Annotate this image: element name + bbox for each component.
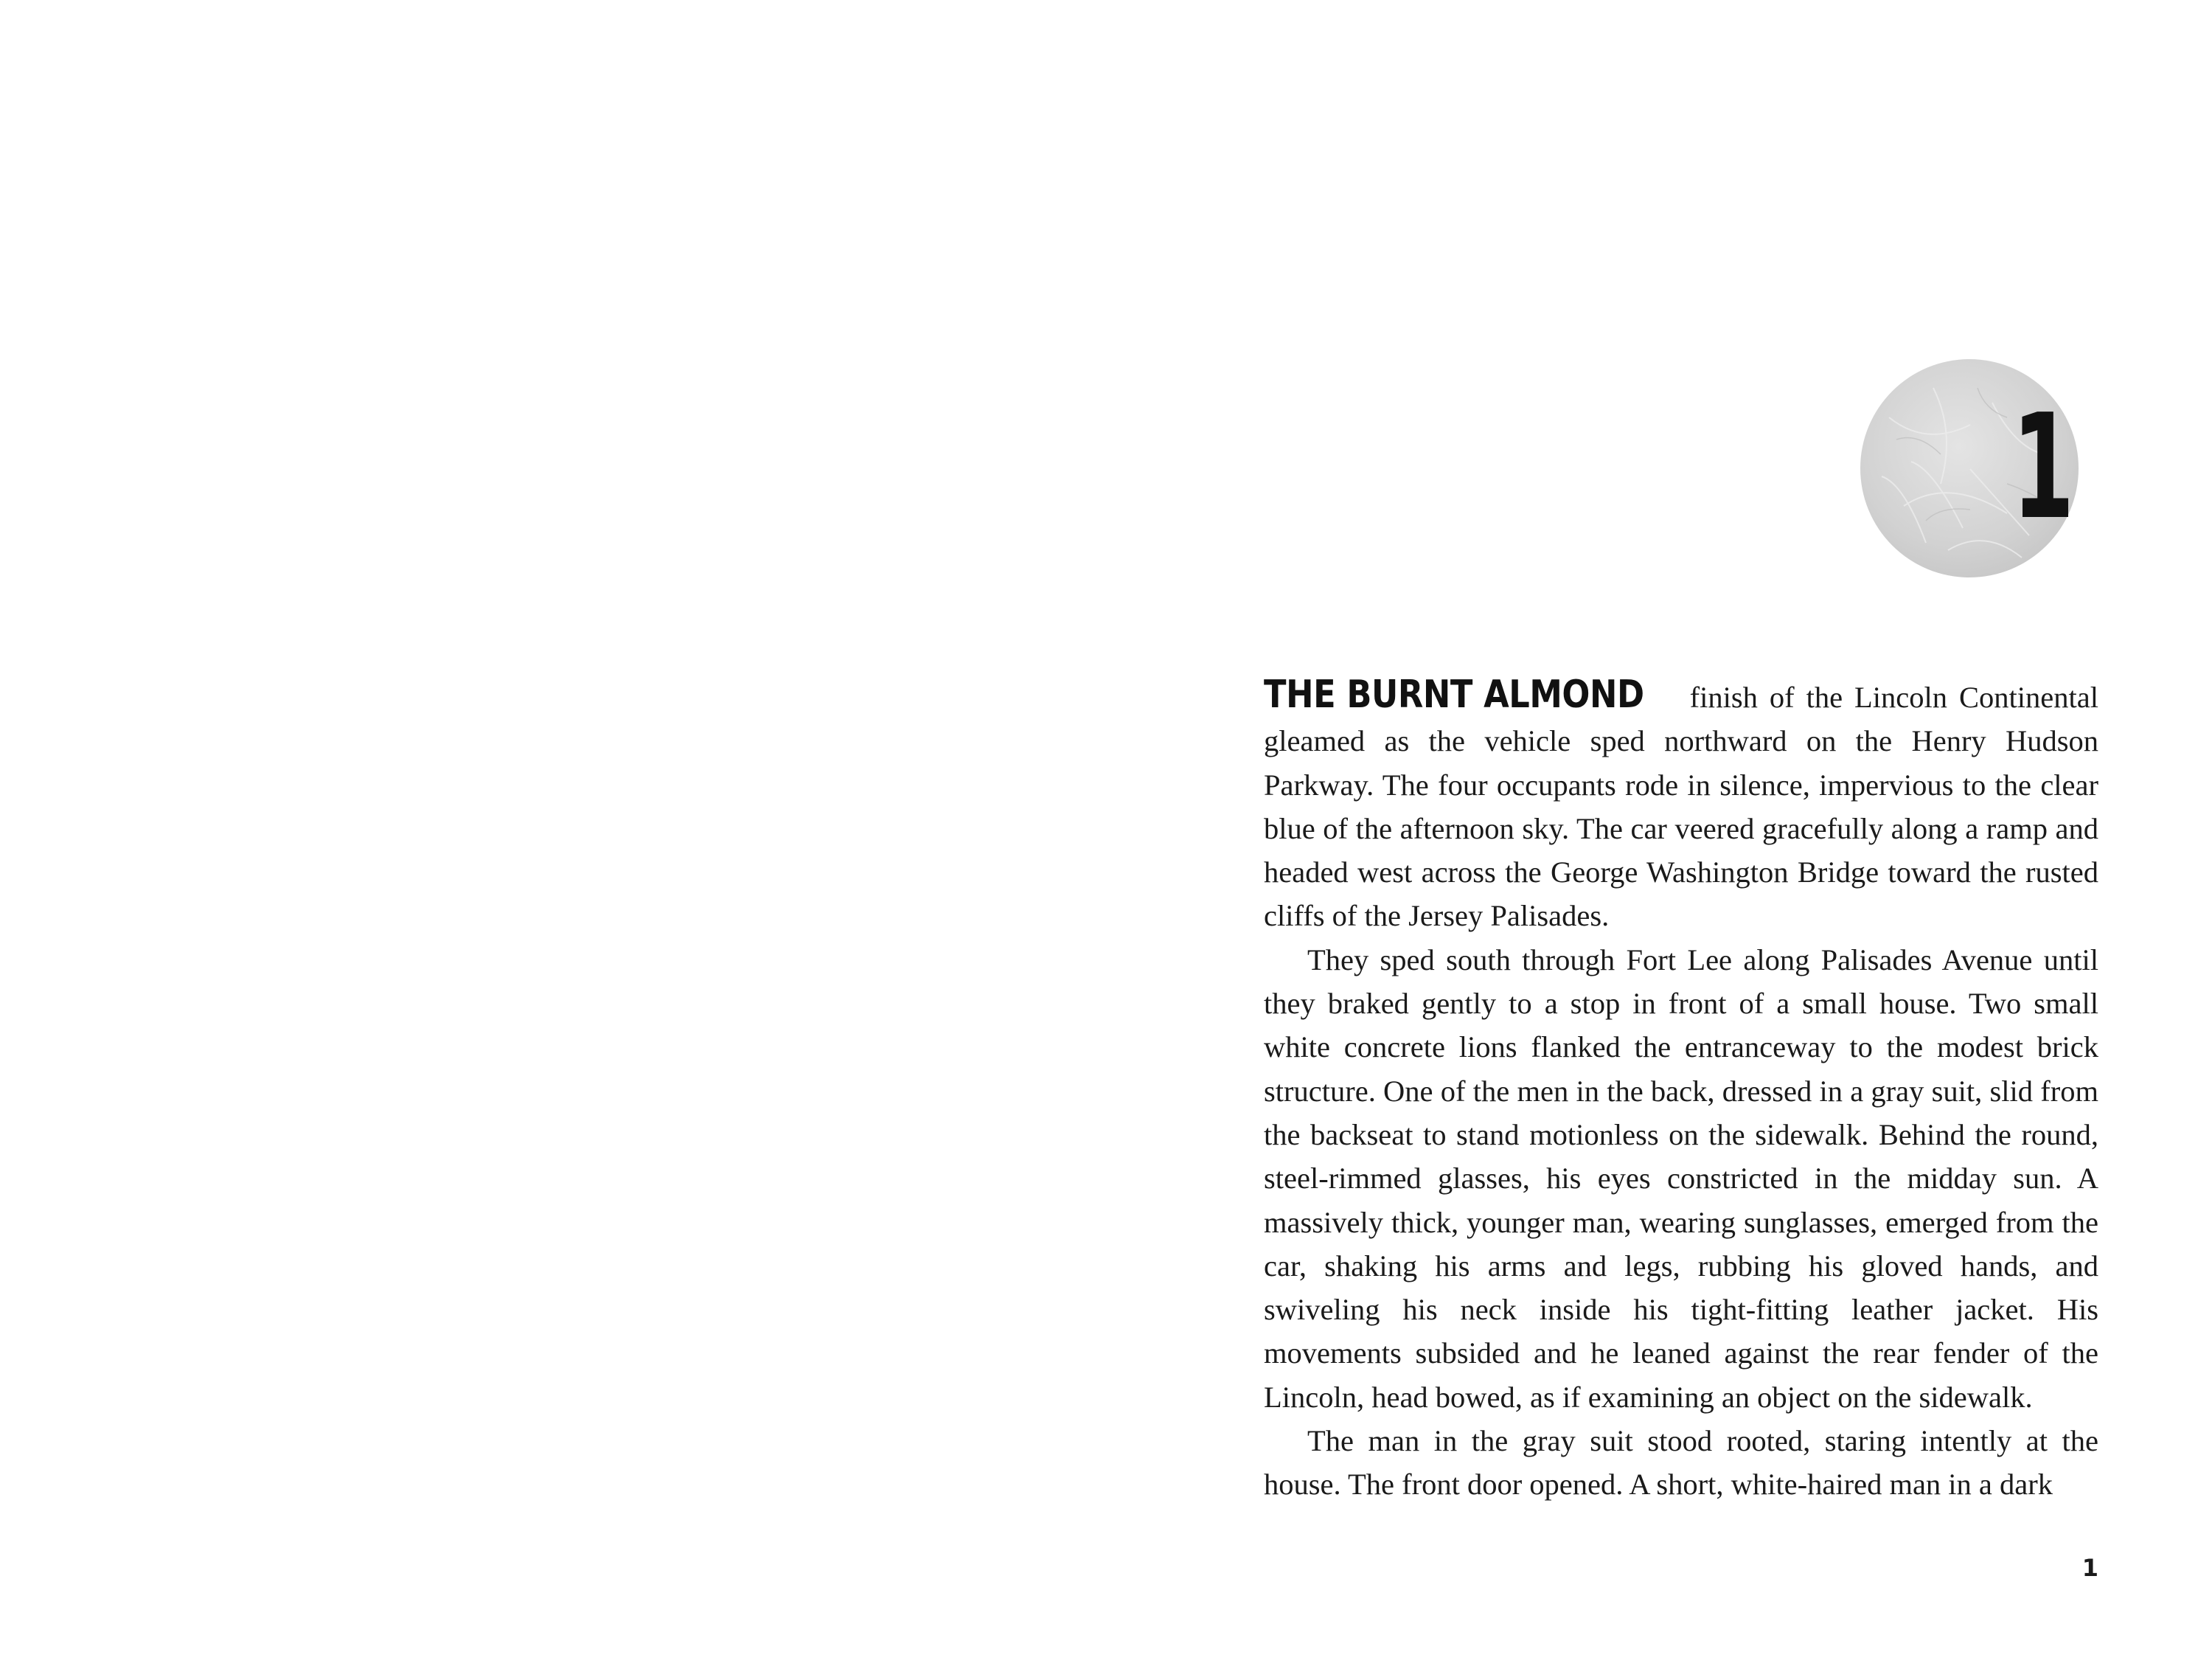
paragraph-3: The man in the gray suit stood rooted, staring intently at the house. The front door opened. A short, white-haired man in a dark (1264, 1424, 2098, 1502)
paragraph-1 (1264, 673, 2098, 938)
lead-in-heading: THE BURNT ALMOND (1264, 673, 1644, 717)
chapter-body-text (1264, 673, 2098, 1507)
paragraph-2: They sped south through Fort Lee along Palisades Avenue until they braked gently to a stop in front of a small house. Two small white concrete lions flanked the entranceway to the modest brick structure. One of the men in the back, dressed in a gray suit, slid from the backseat to stand motionless on the sidewalk. Behind the round, steel-rimmed glasses, his eyes constricted in the midday sun. A massively thick, younger man, wearing sunglasses, emerged from the car, shaking his arms and legs, rubbing his gloved hands, and swiveling his neck inside his tight-fitting leather jacket. His movements subsided and he leaned against the rear fender of the Lincoln, head bowed, as if examining an object on the sidewalk. (1264, 943, 2098, 1414)
paragraph-1-text: finish of the Lincoln Continental gleamed as the vehicle sped northward on the Henry Hudson Parkway. The four occupants rode in silence, impervious to the clear blue of the afternoon sky. The car veered gracefully along a ramp and headed west across the George Washington Bridge toward the rusted cliffs of the Jersey Palisades. (1264, 681, 2098, 933)
page-number: 1 (2081, 1554, 2098, 1582)
chapter-number: 1 (2011, 383, 2073, 552)
